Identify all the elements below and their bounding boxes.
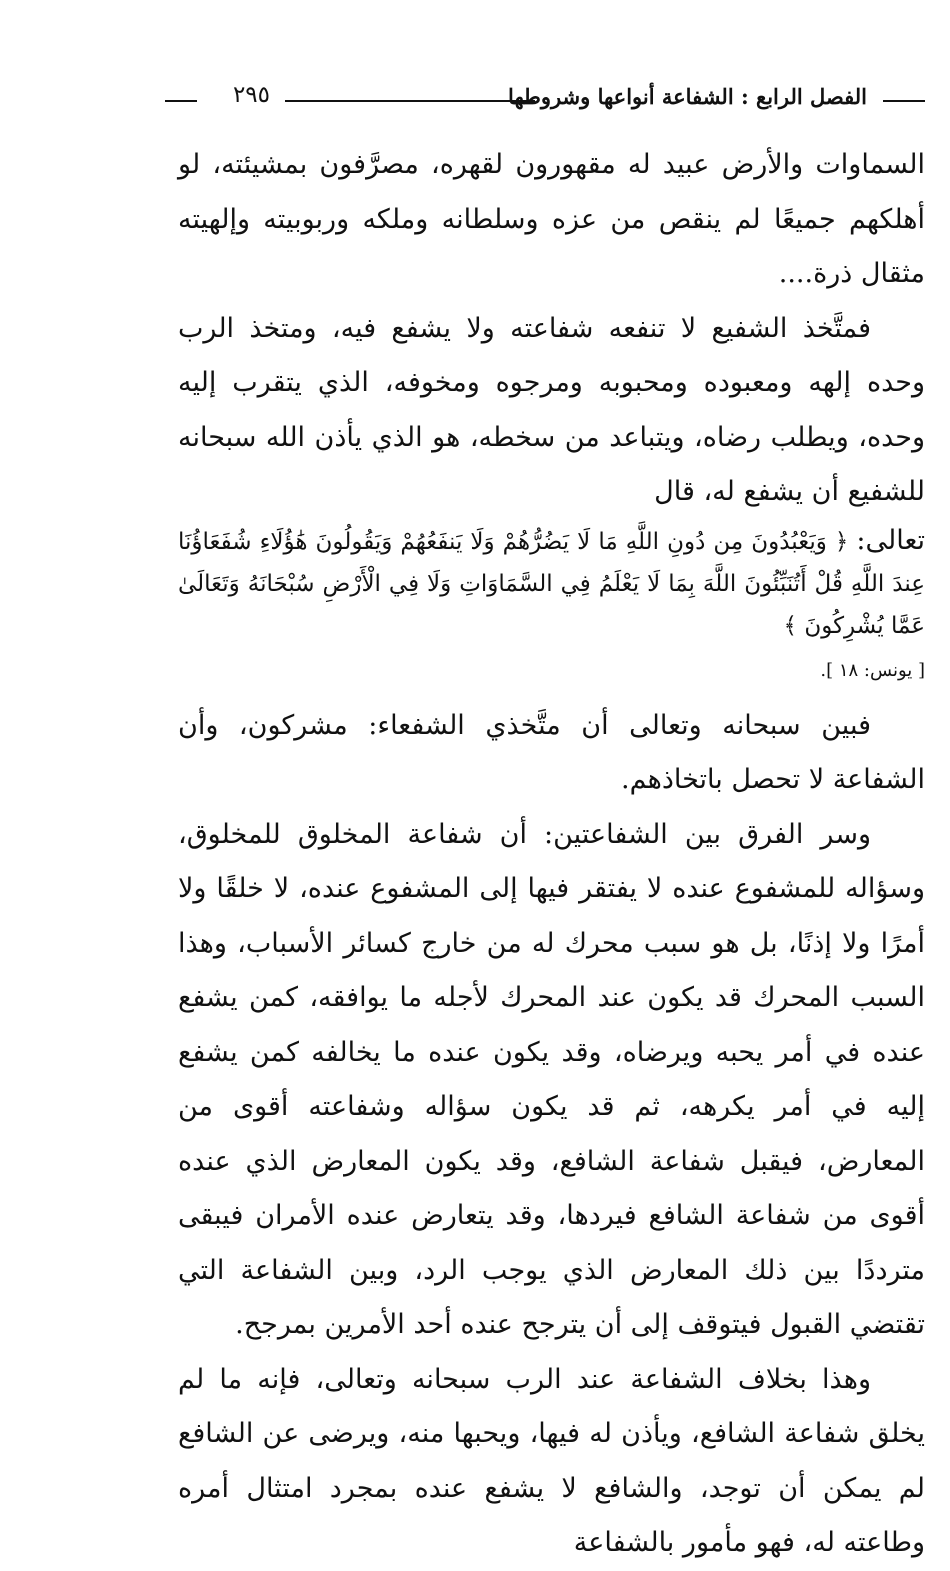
paragraph-4: وسر الفرق بين الشفاعتين: أن شفاعة المخلوق للمخلوق، وسؤاله للمشفوع عنده لا يفتقر فيها إلى المشفوع عنده، لا خلقًا ولا أمرًا ولا إذنًا، بل هو سبب محرك له من خارج كسائر الأسباب، وهذا السبب المحرك قد يكون عند المحرك لأجله ما يوافقه، كمن يشفع عنده في أمر يحبه ويرضاه، وقد يكون عنده ما يخالفه كمن يشفع إليه في أمر يكرهه، ثم قد يكون سؤاله وشفاعته أقوى من المعارض، فيقبل شفاعة الشافع، وقد يكون المعارض الذي عنده أقوى من شفاعة الشافع فيردها، وقد يتعارض عنده الأمران فيبقى مترددًا بين ذلك المعارض الذي يوجب الرد، وبين الشفاعة التي تقتضي القبول فيتوقف إلى أن يترجح عنده أحد الأمرين بمرجح. bbox=[178, 818, 925, 1340]
verse-reference: [ يونس: ١٨ ]. bbox=[820, 659, 925, 681]
quran-text: ﴿ وَيَعْبُدُونَ مِن دُونِ اللَّهِ مَا لَا يَضُرُّهُمْ وَلَا يَنفَعُهُمْ وَيَقُولُونَ هَٰؤُلَاءِ شُفَعَاؤُنَا عِندَ اللَّهِ قُلْ أَتُنَبِّئُونَ اللَّهَ بِمَا لَا يَعْلَمُ فِي السَّمَاوَاتِ وَلَا فِي الْأَرْضِ سُبْحَانَهُ وَتَعَالَىٰ عَمَّا يُشْرِكُونَ ﴾ bbox=[178, 528, 925, 639]
header-rule-middle bbox=[285, 100, 535, 102]
page-number: ٢٩٥ bbox=[232, 82, 270, 108]
paragraph-3: فبين سبحانه وتعالى أن متَّخذي الشفعاء: مشركون، وأن الشفاعة لا تحصل باتخاذهم. bbox=[178, 709, 925, 795]
paragraph-5: وهذا بخلاف الشفاعة عند الرب سبحانه وتعالى، فإنه ما لم يخلق شفاعة الشافع، ويأذن له فيها، ويحبها منه، ويرضى عن الشافع لم يمكن أن توجد، والشافع لا يشفع عنده بمجرد امتثال أمره وطاعته له، فهو مأمور بالشفاعة bbox=[178, 1363, 925, 1558]
paragraph-1: السماوات والأرض عبيد له مقهورون لقهره، مصرَّفون بمشيئته، لو أهلكهم جميعًا لم ينقص من عزه وسلطانه وملكه وربوبيته وإلهيته مثقال ذرة.... bbox=[178, 149, 925, 289]
page-header bbox=[165, 82, 925, 118]
header-rule-left bbox=[165, 100, 197, 102]
paragraph-2: فمتَّخذ الشفيع لا تنفعه شفاعته ولا يشفع فيه، ومتخذ الرب وحده إلهه ومعبوده ومحبوبه ومرجوه ومخوفه، الذي يتقرب إليه وحده، ويطلب رضاه، ويتباعد من سخطه، هو الذي يأذن الله سبحانه للشفيع أن يشفع له، قال bbox=[178, 312, 925, 507]
header-rule-right bbox=[883, 100, 925, 102]
page-body bbox=[178, 138, 925, 1571]
quran-intro: تعالى: bbox=[856, 524, 925, 556]
chapter-title: الفصل الرابع : الشفاعة أنواعها وشروطها bbox=[508, 84, 867, 109]
quran-verse bbox=[178, 520, 925, 647]
